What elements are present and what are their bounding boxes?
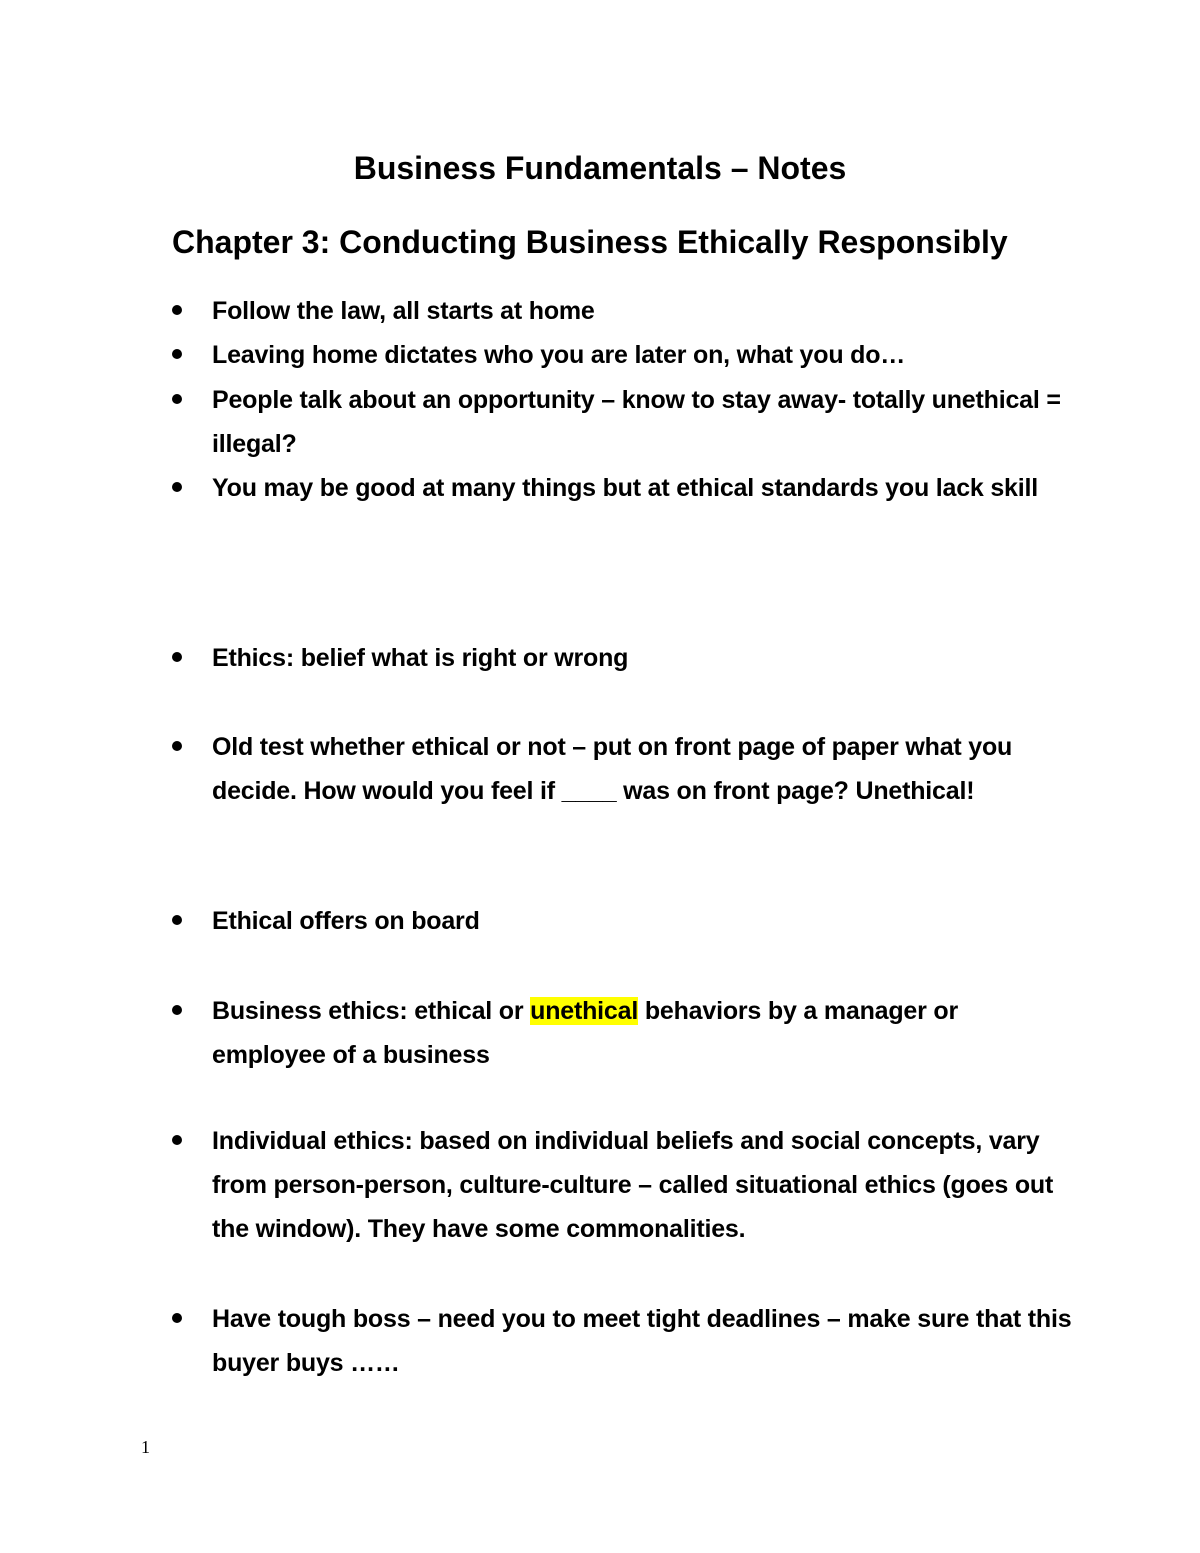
note-text: Old test whether ethical or not – put on front page of paper what you decide. How would you feel if ____ was on front page? Unethical!: [212, 733, 1013, 805]
bullet-icon: [172, 482, 182, 492]
note-text: Leaving home dictates who you are later on, what you do…: [212, 341, 906, 369]
note-text: Ethical offers on board: [212, 907, 480, 935]
note-text: You may be good at many things but at ethical standards you lack skill: [212, 474, 1039, 502]
bullet-icon: [172, 394, 182, 404]
bullet-icon: [172, 915, 182, 925]
note-item-9: [172, 1119, 1072, 1251]
note-text-part: Business ethics: ethical or: [212, 997, 531, 1025]
note-item-2: [172, 333, 1072, 377]
note-text: Follow the law, all starts at home: [212, 297, 595, 325]
note-item-5: [172, 636, 1072, 680]
bullet-icon: [172, 1005, 182, 1015]
note-text: Individual ethics: based on individual beliefs and social concepts, vary from person-person, culture-culture – called situational ethics (goes out the window). They have some commonalities.: [212, 1127, 1054, 1243]
highlighted-word: unethical: [530, 997, 639, 1025]
note-item-8: [172, 989, 1072, 1077]
bullet-icon: [172, 652, 182, 662]
note-item-7: [172, 899, 1072, 943]
bullet-icon: [172, 741, 182, 751]
document-title: Business Fundamentals – Notes: [353, 150, 847, 186]
note-text: Ethics: belief what is right or wrong: [212, 644, 629, 672]
bullet-icon: [172, 1135, 182, 1145]
note-text-part: behaviors by a manager or employee of a business: [212, 997, 959, 1069]
note-item-10: [172, 1297, 1072, 1385]
bullet-icon: [172, 305, 182, 315]
page-number: 1: [141, 1437, 150, 1457]
note-item-6: [172, 725, 1072, 813]
chapter-heading: Chapter 3: Conducting Business Ethically Responsibly: [172, 224, 1008, 260]
note-item-3: [172, 378, 1072, 466]
bullet-icon: [172, 1313, 182, 1323]
note-text: Have tough boss – need you to meet tight deadlines – make sure that this buyer buys ……: [212, 1305, 1072, 1377]
note-item-4: [172, 466, 1072, 510]
note-item-1: [172, 289, 1072, 333]
bullet-icon: [172, 349, 182, 359]
note-text: People talk about an opportunity – know to stay away- totally unethical = illegal?: [212, 386, 1061, 458]
note-text: [212, 989, 1072, 1077]
